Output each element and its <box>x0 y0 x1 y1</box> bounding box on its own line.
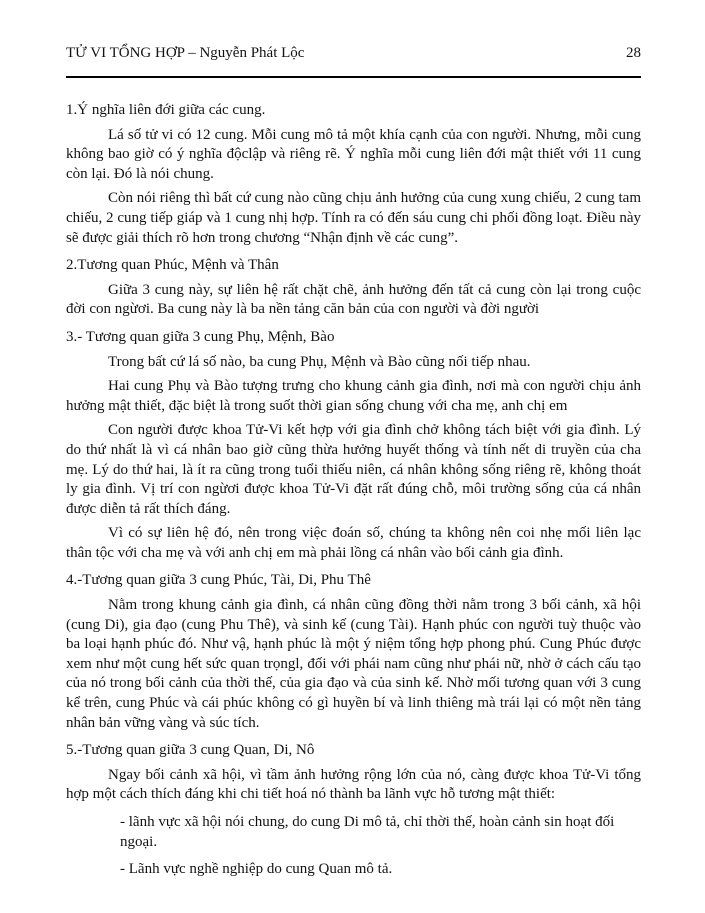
paragraph: Còn nói riêng thì bất cứ cung nào cũng chịu ảnh hưởng của cung xung chiếu, 2 cung tam chiếu, 2 cung tiếp giáp và 1 cung nhị hợp. Tính ra có đến sáu cung chi phối đồng loạt. Điều này sẽ được giải thích rõ hơn trong chương “Nhận định về các cung”. <box>66 190 641 246</box>
section-heading: 1.Ý nghĩa liên đới giữa các cung. <box>66 102 266 118</box>
page-number: 28 <box>626 45 641 61</box>
page-body <box>66 101 641 880</box>
section-heading: 3.- Tương quan giữa 3 cung Phụ, Mệnh, Bào <box>66 328 335 345</box>
paragraph: Hai cung Phụ và Bào tượng trưng cho khung cảnh gia đình, nơi mà con người chịu ảnh hưởng mật thiết, đặc biệt là trong suốt thời gian sống chung với cha mẹ, anh chị em <box>66 378 641 414</box>
paragraph: Lá số tử vi có 12 cung. Mỗi cung mô tả một khía cạnh của con người. Nhưng, mỗi cung không bao giờ có ý nghĩa độclập và riêng rẽ. Ý nghĩa mỗi cung liên đới mật thiết với 11 cung còn lại. Đó là nói chung. <box>66 126 641 182</box>
list-item: - lãnh vực xã hội nói chung, do cung Di mô tả, chỉ thời thế, hoàn cảnh sin hoạt đối ngoại. <box>120 814 615 850</box>
section-heading: 4.-Tương quan giữa 3 cung Phúc, Tài, Di, Phu Thê <box>66 572 371 589</box>
paragraph: Vì có sự liên hệ đó, nên trong việc đoán số, chúng ta không nên coi nhẹ mối liên lạc thân tộc với cha mẹ và với anh chị em mà phải lồng cá nhân vào bối cảnh gia đình. <box>66 525 641 561</box>
page-header-title: TỬ VI TỔNG HỢP – Nguyễn Phát Lộc <box>66 45 305 61</box>
header-rule <box>66 76 641 78</box>
paragraph: Trong bất cứ lá số nào, ba cung Phụ, Mệnh và Bào cũng nối tiếp nhau. <box>108 353 531 370</box>
page-header <box>66 44 641 62</box>
section-heading: 2.Tương quan Phúc, Mệnh và Thân <box>66 257 279 274</box>
paragraph: Con người được khoa Tử-Vi kết hợp với gia đình chở không tách biệt với gia đình. Lý do thứ nhất là vì cá nhân bao giờ cũng thừa hưởng huyết thống và tính nết di truyền của cha mẹ. Lý do thứ hai, là ít ra cũng trong tuổi thiếu niên, cá nhân không sống riêng rẽ, không thoát ly gia đình. Vị trí con ngừơi được khoa Tử-Vi đặt rất đúng chỗ, môi trường sống của cá nhân được diễn tả rất thích đáng. <box>66 422 641 517</box>
list-item: - Lãnh vực nghề nghiệp do cung Quan mô tả. <box>120 861 393 878</box>
paragraph: Ngay bối cảnh xã hội, vì tầm ảnh hưởng rộng lớn của nó, càng được khoa Tử-Vi tổng hợp một cách thích đáng khi chi tiết hoá nó thành ba lãnh vực hỗ tương mật thiết: <box>66 766 641 803</box>
paragraph: Giữa 3 cung này, sự liên hệ rất chặt chẽ, ảnh hưởng đến tất cả cung còn lại trong cuộc đời con ngừơi. Ba cung này là ba nền tảng căn bản của con người và đời người <box>66 281 641 318</box>
paragraph: Nằm trong khung cảnh gia đình, cá nhân cũng đồng thời nằm trong 3 bối cảnh, xã hội (cung Di), gia đạo (cung Phu Thê), và sinh kế (cung Tài). Hạnh phúc con người tuỳ thuộc vào ba loại hạnh phúc đó. Như vậ, hạnh phúc là một ý niệm tổng hợp phong phú. Cung Phúc được xem như một cung hết sức quan trọngl, đối với phái nam cũng như phái nữ, nhờ ở cách cấu tạo của nó trong bối cảnh của thời thế, của gia đạo và của sinh kế. Nhờ mối tương quan với 3 cung kể trên, cung Phúc và cái phúc không có gì huyền bí và linh thiêng mà trái lại có một nền tảng nhân bản vững vàng và súc tích. <box>66 597 641 731</box>
section-heading: 5.-Tương quan giữa 3 cung Quan, Di, Nô <box>66 742 315 759</box>
